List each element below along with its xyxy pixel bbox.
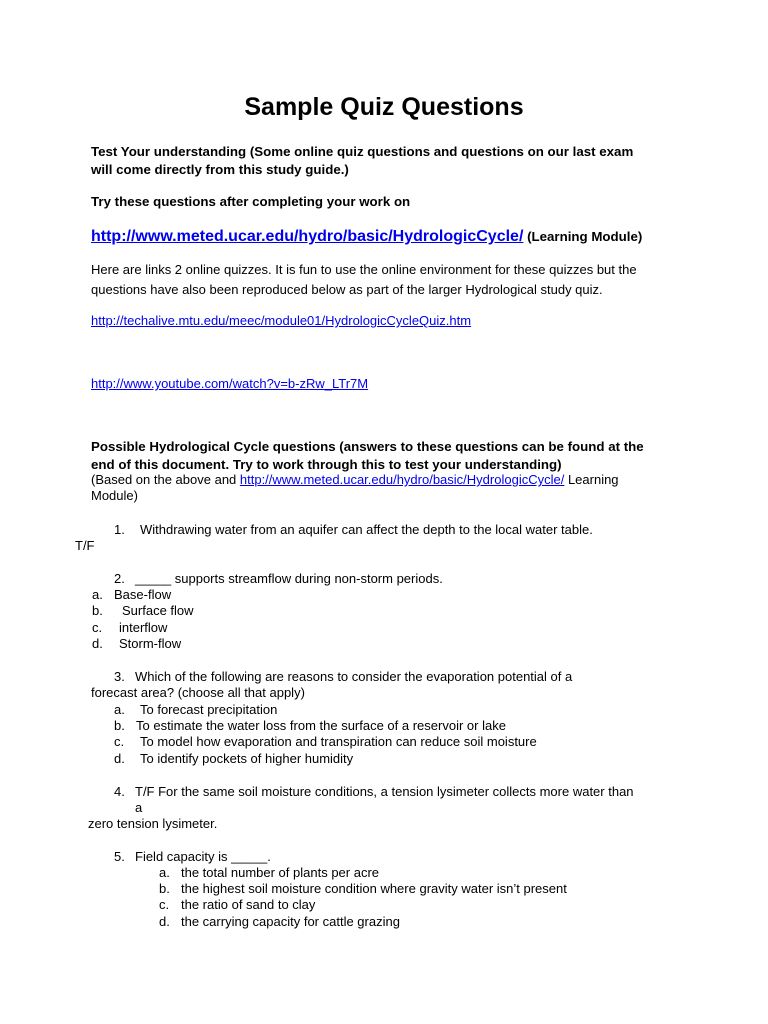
- try-line: Try these questions after completing your work on: [91, 194, 411, 209]
- q2-option-a-letter: a.: [92, 587, 103, 602]
- q5-option-d-text: the carrying capacity for cattle grazing: [181, 914, 400, 929]
- q3-option-c-text: To model how evaporation and transpiration can reduce soil moisture: [140, 734, 537, 749]
- module-suffix: (Learning Module): [523, 229, 643, 244]
- module-link[interactable]: http://www.meted.ucar.edu/hydro/basic/HydrologicCycle/: [91, 228, 524, 245]
- q3-option-b-letter: b.: [114, 718, 125, 733]
- q1-answer-format: T/F: [75, 538, 95, 553]
- based-line2: Module): [91, 488, 138, 503]
- q2-option-d-text: Storm-flow: [119, 636, 182, 651]
- q5-option-a-letter: a.: [159, 865, 170, 880]
- q4-text-line1: T/F For the same soil moisture conditions, a tension lysimeter collects more water than: [135, 784, 634, 799]
- q5-option-c-text: the ratio of sand to clay: [181, 897, 316, 912]
- intro-bold-line2: will come directly from this study guide.): [91, 162, 349, 177]
- q2-option-b-text: Surface flow: [122, 603, 194, 618]
- intro-bold-line1: Test Your understanding (Some online quiz questions and questions on our last exam: [91, 144, 634, 159]
- quiz-link-2[interactable]: http://www.youtube.com/watch?v=b-zRw_LTr7M: [91, 376, 369, 391]
- q4-number: 4.: [114, 784, 125, 799]
- module-link-line: [91, 226, 642, 248]
- q5-option-b-text: the highest soil moisture condition where gravity water isn’t present: [181, 881, 567, 896]
- possible-line1: Possible Hydrological Cycle questions (answers to these questions can be found at the: [91, 439, 644, 454]
- q2-number: 2.: [114, 571, 125, 586]
- q4-text-line3: zero tension lysimeter.: [88, 816, 218, 831]
- q3-option-d-text: To identify pockets of higher humidity: [140, 751, 354, 766]
- q2-option-b-letter: b.: [92, 603, 103, 618]
- q5-option-b-letter: b.: [159, 881, 170, 896]
- q3-text-line2: forecast area? (choose all that apply): [91, 685, 305, 700]
- based-line: [91, 472, 619, 488]
- q2-option-d-letter: d.: [92, 636, 103, 651]
- q3-option-c-letter: c.: [114, 734, 125, 749]
- para-line1: Here are links 2 online quizzes. It is fun to use the online environment for these quizzes but the: [91, 262, 637, 277]
- q2-option-c-text: interflow: [119, 620, 168, 635]
- q2-option-a-text: Base-flow: [114, 587, 172, 602]
- q3-option-d-letter: d.: [114, 751, 125, 766]
- quiz-link-1[interactable]: http://techalive.mtu.edu/meec/module01/HydrologicCycleQuiz.htm: [91, 313, 472, 328]
- q1-text: Withdrawing water from an aquifer can affect the depth to the local water table.: [140, 522, 593, 537]
- based-suffix: Learning: [564, 472, 619, 487]
- q5-number: 5.: [114, 849, 125, 864]
- q1-number: 1.: [114, 522, 125, 537]
- based-prefix: (Based on the above and: [91, 472, 240, 487]
- q3-option-a-letter: a.: [114, 702, 125, 717]
- page-title: Sample Quiz Questions: [244, 93, 524, 121]
- q3-number: 3.: [114, 669, 125, 684]
- q3-text-line1: Which of the following are reasons to consider the evaporation potential of a: [135, 669, 573, 684]
- q4-text-line2: a: [135, 800, 143, 815]
- q5-option-a-text: the total number of plants per acre: [181, 865, 380, 880]
- para-line2: questions have also been reproduced below as part of the larger Hydrological study quiz.: [91, 282, 603, 297]
- q3-option-b-text: To estimate the water loss from the surface of a reservoir or lake: [136, 718, 506, 733]
- based-link[interactable]: http://www.meted.ucar.edu/hydro/basic/HydrologicCycle/: [239, 472, 565, 487]
- q3-option-a-text: To forecast precipitation: [140, 702, 278, 717]
- q5-option-c-letter: c.: [159, 897, 170, 912]
- possible-line2: end of this document. Try to work through this to test your understanding): [91, 457, 562, 472]
- q5-text: Field capacity is _____.: [135, 849, 271, 864]
- q5-option-d-letter: d.: [159, 914, 170, 929]
- q2-option-c-letter: c.: [92, 620, 103, 635]
- q2-text: _____ supports streamflow during non-storm periods.: [135, 571, 443, 586]
